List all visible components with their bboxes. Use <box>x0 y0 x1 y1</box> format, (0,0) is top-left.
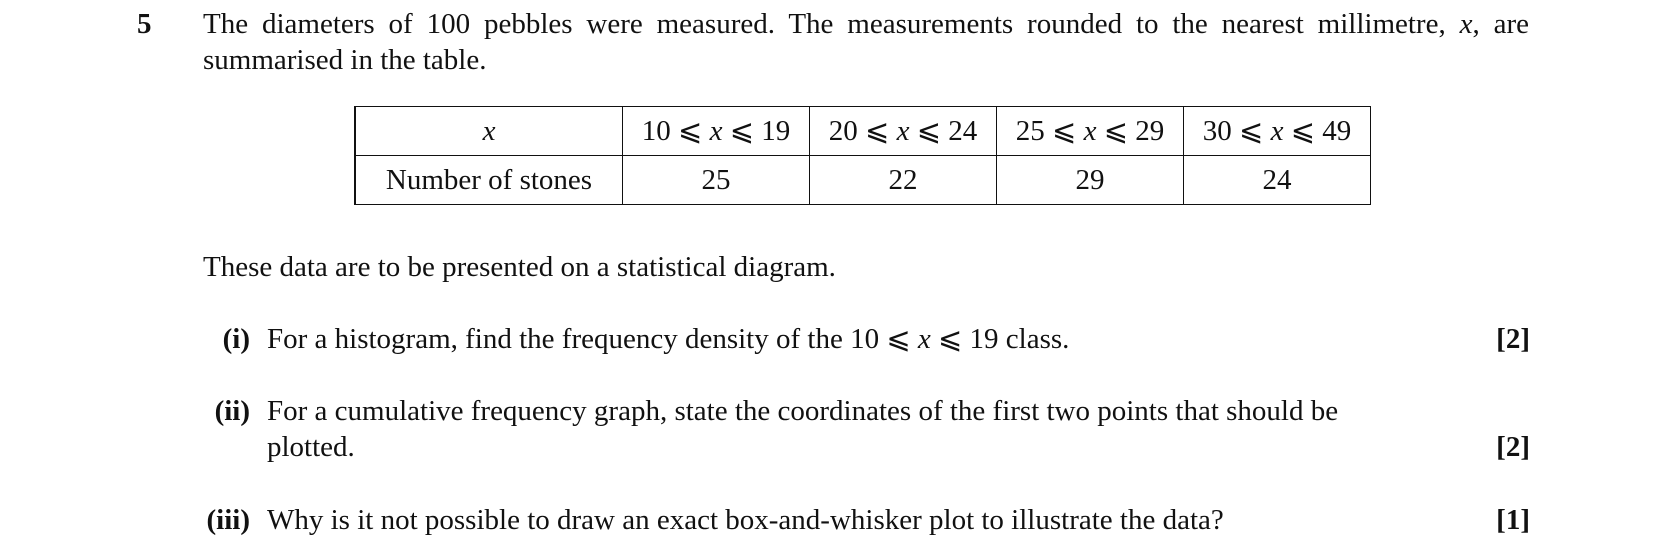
stem-prefix: The diameters of 100 pebbles were measured. The measurements rounded to the nearest millimetre, <box>203 8 1446 40</box>
question-number: 5 <box>137 8 152 40</box>
marks-label: [1] <box>1496 504 1530 536</box>
stem-variable: x <box>1459 8 1473 40</box>
class-count-4: 24 <box>1184 156 1371 205</box>
table-header-row <box>355 107 1371 156</box>
table-header-label: x <box>355 107 623 156</box>
class-count-3: 29 <box>997 156 1184 205</box>
part-label: (ii) <box>214 395 250 427</box>
class-interval-3: 25 ⩽ x ⩽ 29 <box>997 107 1184 156</box>
part-text-line-2: plotted. <box>267 431 355 463</box>
frequency-table <box>354 106 1371 205</box>
class-interval-1: 10 ⩽ x ⩽ 19 <box>623 107 810 156</box>
class-interval-2: 20 ⩽ x ⩽ 24 <box>810 107 997 156</box>
class-count-2: 22 <box>810 156 997 205</box>
class-count-1: 25 <box>623 156 810 205</box>
part-label: (iii) <box>206 504 250 536</box>
info-text: These data are to be presented on a statistical diagram. <box>203 251 836 283</box>
question-stem <box>203 6 1529 78</box>
stem-suffix: , are summarised in the table. <box>203 8 1529 76</box>
class-interval-4: 30 ⩽ x ⩽ 49 <box>1184 107 1371 156</box>
marks-label: [2] <box>1496 431 1530 463</box>
part-text: Why is it not possible to draw an exact box-and-whisker plot to illustrate the data? <box>267 504 1224 536</box>
part-text <box>267 393 1530 465</box>
part-text: For a histogram, find the frequency density of the 10 ⩽ x ⩽ 19 class. <box>267 323 1070 355</box>
part-label: (i) <box>222 323 250 355</box>
table-count-row <box>355 156 1371 205</box>
table-row-label: Number of stones <box>355 156 623 205</box>
marks-label: [2] <box>1496 323 1530 355</box>
part-text-line-1: For a cumulative frequency graph, state the coordinates of the first two points that should be <box>267 395 1339 427</box>
